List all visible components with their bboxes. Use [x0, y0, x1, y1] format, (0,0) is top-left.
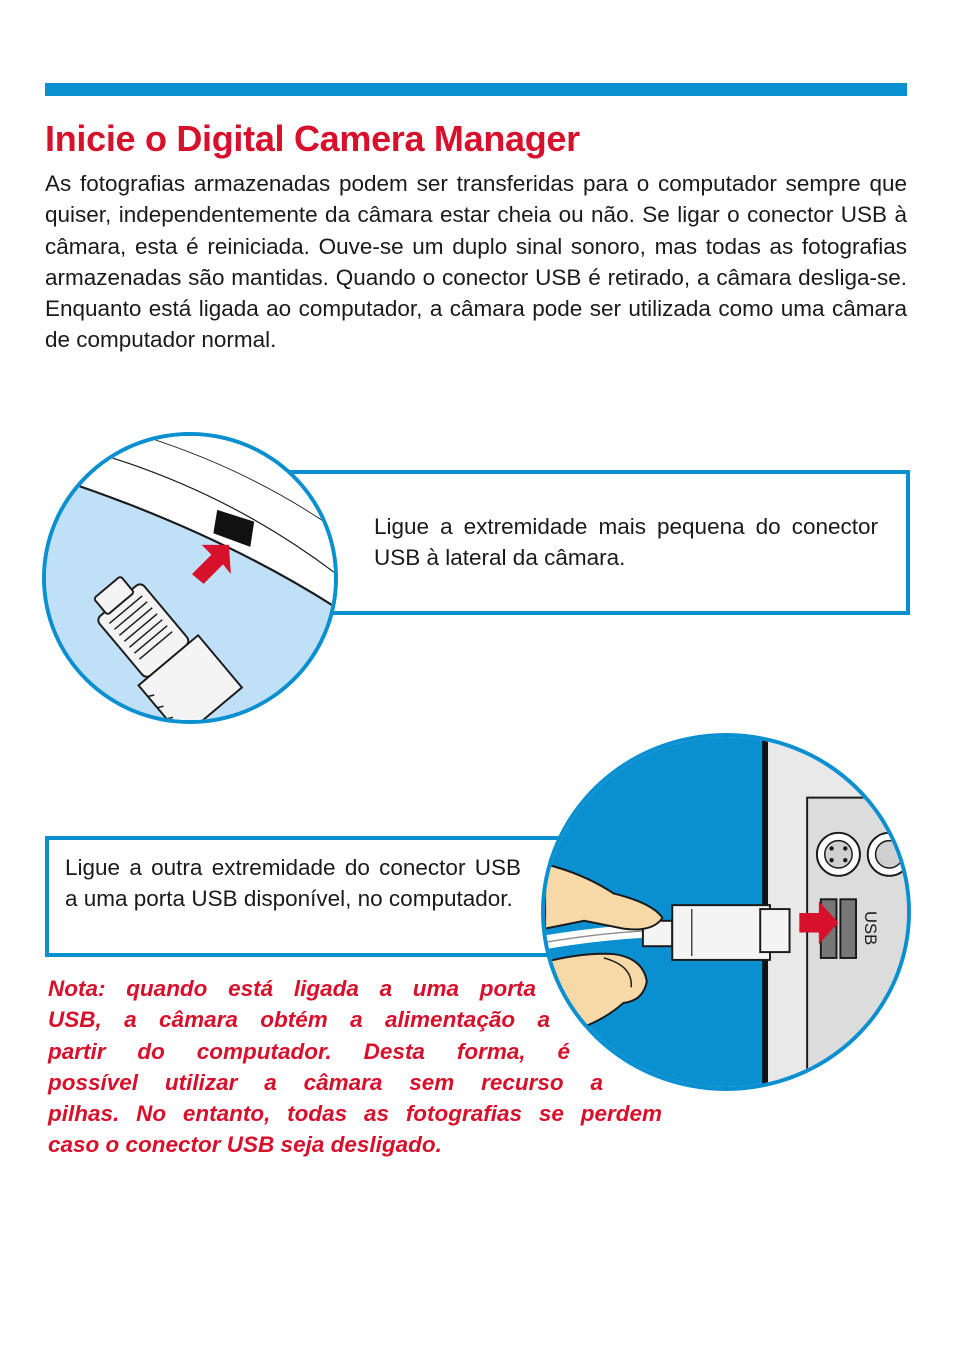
step-1-text: Ligue a extremidade mais pequena do conector USB à lateral da câmara. — [374, 514, 878, 571]
note-paragraph — [48, 973, 662, 1161]
note-line: possível utilizar a câmara sem recurso a — [48, 1069, 603, 1095]
camera-usb-port-illustration — [42, 432, 338, 724]
note-line: caso o conector USB seja desligado. — [48, 1132, 442, 1158]
note-line: partir do computador. Desta forma, é — [48, 1038, 570, 1064]
usb-port-label: USB — [860, 911, 880, 946]
header-rule — [45, 83, 907, 96]
page-title: Inicie o Digital Camera Manager — [45, 118, 580, 159]
step-2-text: Ligue a outra extremidade do conector USB a uma porta USB disponível, no computador. — [65, 855, 521, 912]
camera-usb-port-icon — [46, 436, 334, 720]
step-2-box — [45, 836, 605, 957]
note-line: Nota: quando está ligada a uma porta — [48, 976, 536, 1001]
step-1-box — [262, 470, 910, 615]
note-line: USB, a câmara obtém a alimentação a — [48, 1007, 550, 1033]
note-line: pilhas. No entanto, todas as fotografias se perdem — [48, 1101, 662, 1127]
intro-paragraph: As fotografias armazenadas podem ser transferidas para o computador sempre que quiser, independentemente da câmara estar cheia ou não. Se ligar o conector USB à câmara, esta é reiniciada. Ouve-se um duplo sinal sonoro, mas todas as fotografias armazenadas são mantidas. Quando o conector USB é retirado, a câmara desliga-se. Enquanto está ligada ao computador, a câmara pode ser utilizada como uma câmara de computador normal. — [45, 171, 907, 353]
